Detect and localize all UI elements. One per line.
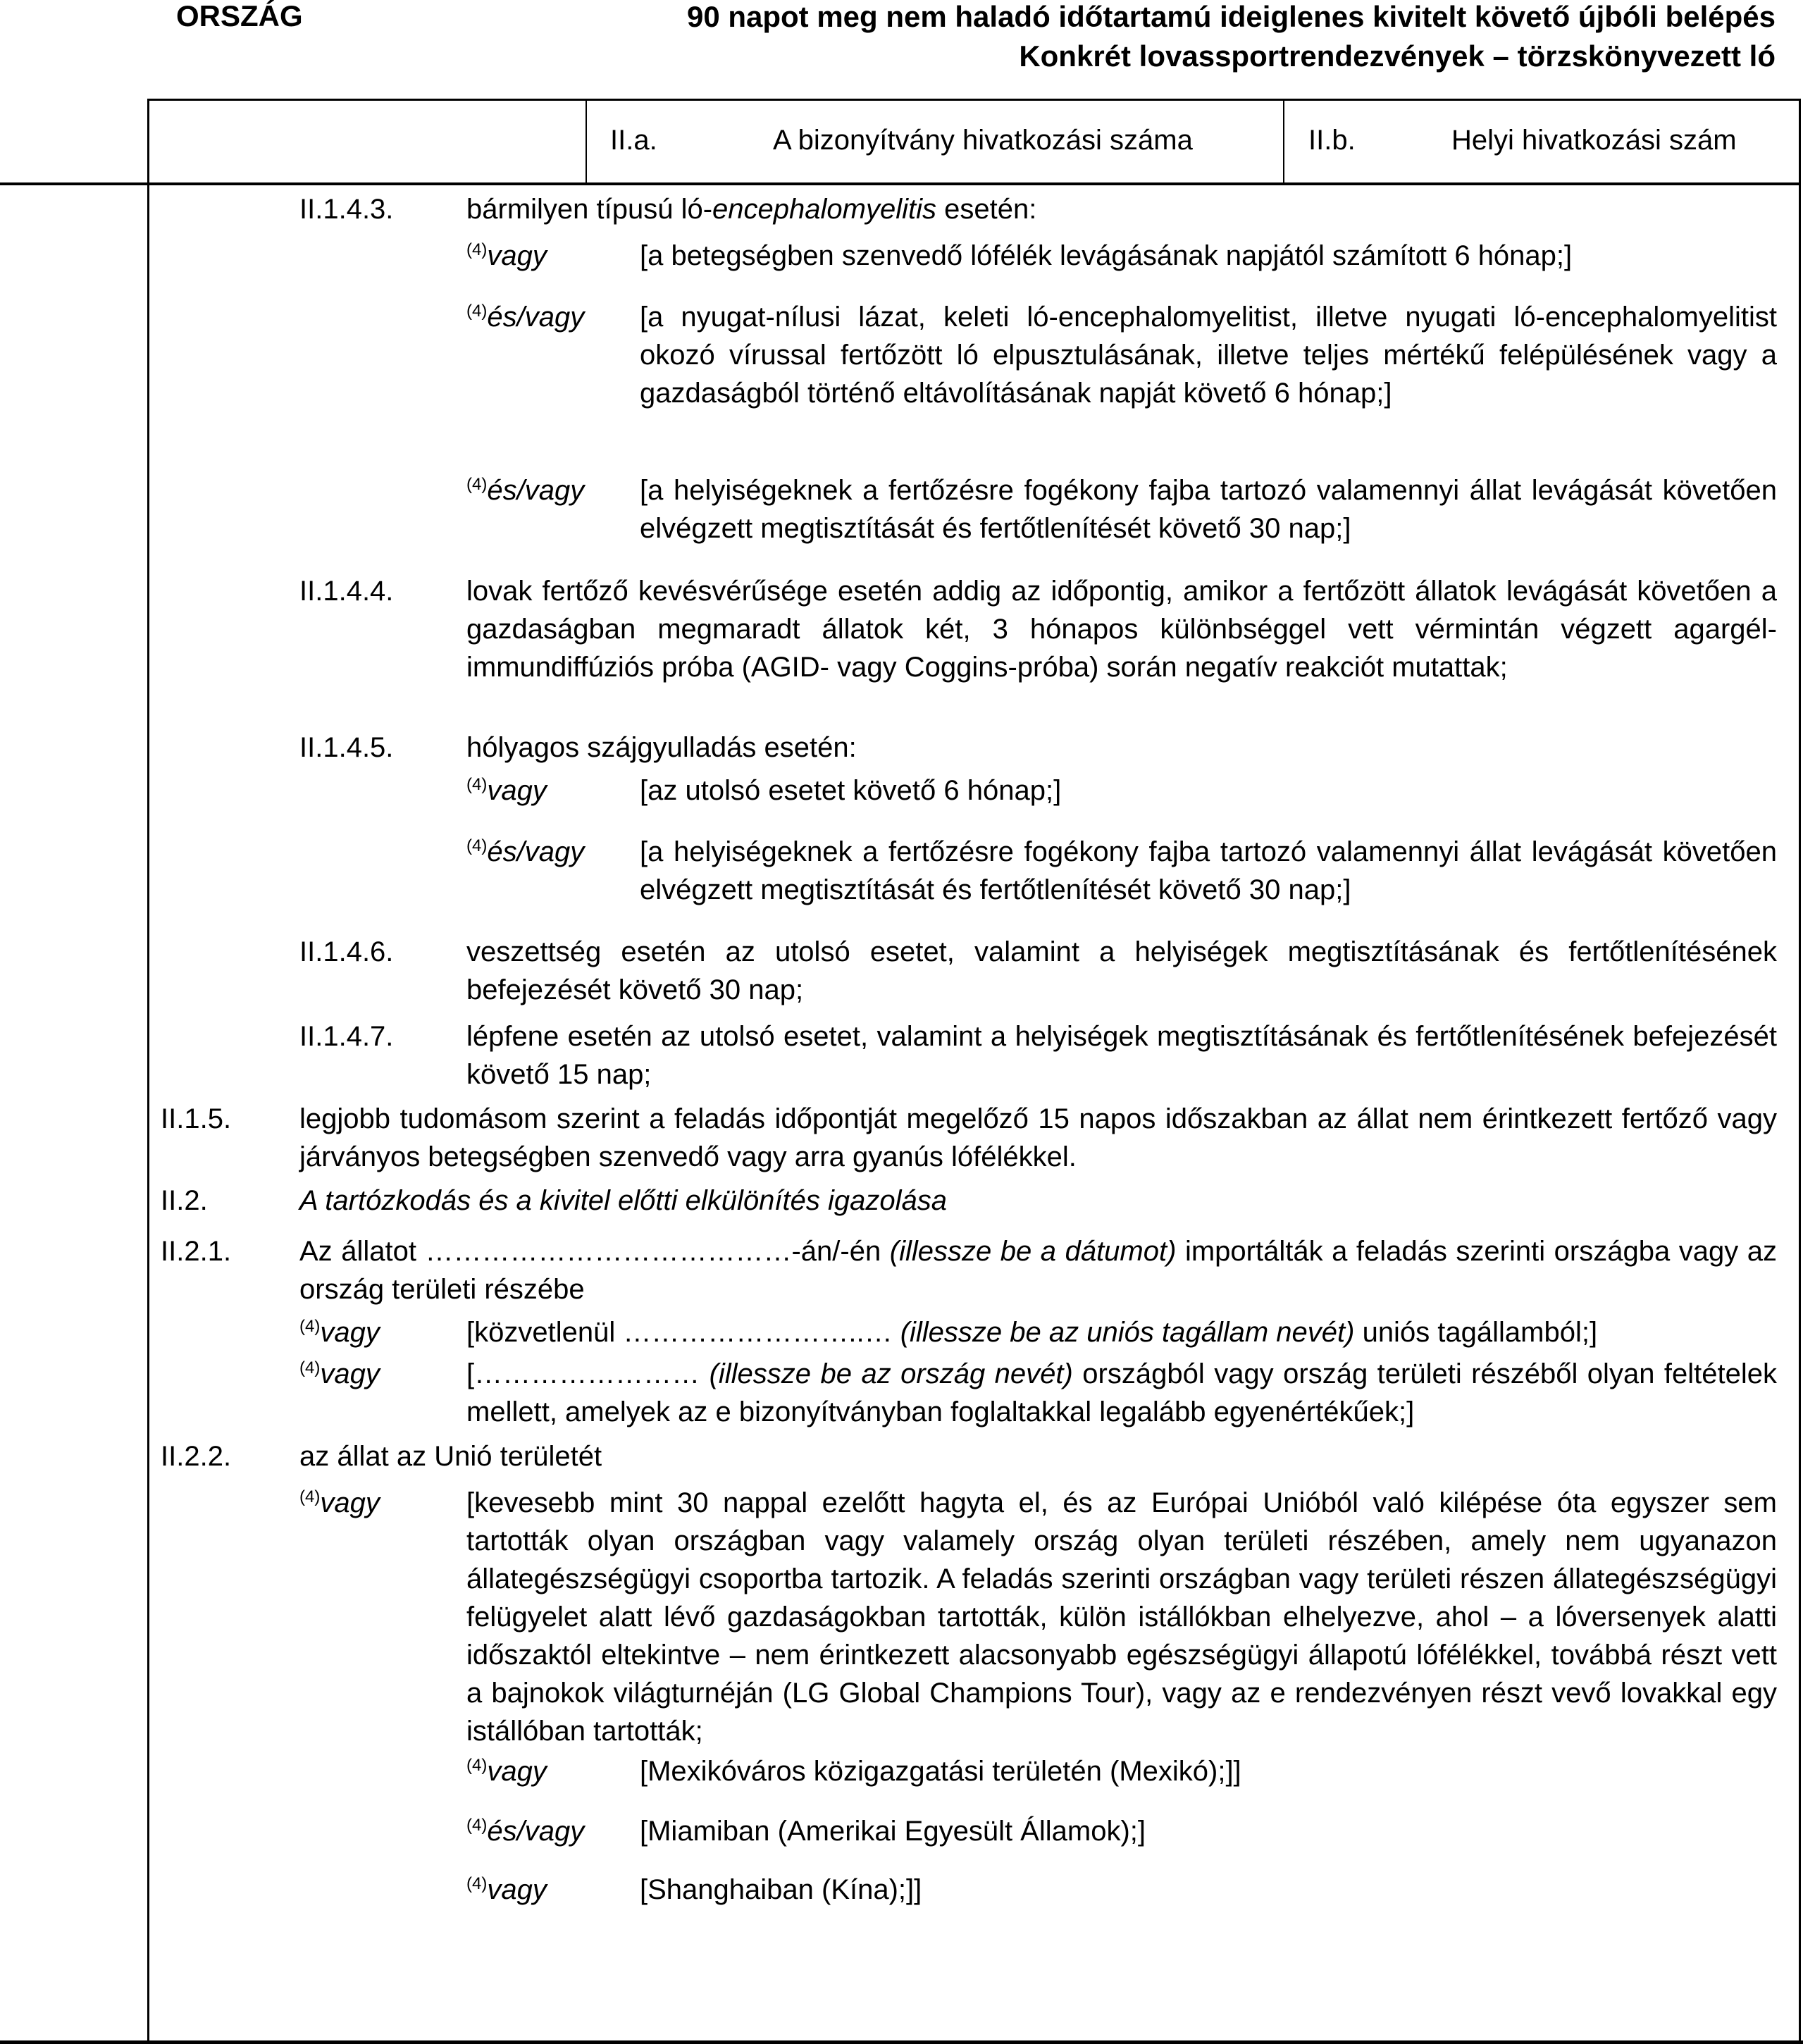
footnote-marker: (4) xyxy=(299,1358,321,1377)
text-run-italic: (illessze be az ország nevét) xyxy=(709,1358,1073,1389)
option-label xyxy=(466,1812,584,1850)
section-number: II.2. xyxy=(161,1185,208,1216)
section-text: lovak fertőző kevésvérűsége esetén addig az időpontig, amikor a fertőzött állatok levágását követően a gazdaságban megmaradt állatok két, 3 hónapos különbséggel vett vérmintán végzett agargél-immundiffúziós próba (AGID- vagy Coggins-próba) során negatív reakciót mutattak; xyxy=(466,576,1777,683)
footnote-marker: (4) xyxy=(466,836,488,855)
text-run: országból vagy ország területi részéből olyan feltételek mellett, amelyek az e bizonyítványban foglaltakkal legalább egyenértékűek;] xyxy=(466,1358,1777,1427)
section-text: hólyagos szájgyulladás esetén: xyxy=(466,732,857,763)
option-text: [Mexikóváros közigazgatási területén (Mexikó);]] xyxy=(640,1756,1241,1787)
footnote-marker: (4) xyxy=(466,475,488,494)
section-number: II.1.4.7. xyxy=(299,1021,394,1052)
section-text: lépfene esetén az utolsó esetet, valamint a helyiségek megtisztításának és fertőtlenítésének befejezését követő 15 nap; xyxy=(466,1021,1777,1090)
section-text: veszettség esetén az utolsó esetet, valamint a helyiségek megtisztításának és fertőtlenítésének befejezését követő 30 nap; xyxy=(466,936,1777,1005)
text-run-italic: (illessze be a dátumot) xyxy=(889,1236,1177,1267)
option-text: [Shanghaiban (Kína);]] xyxy=(640,1874,922,1905)
option-text: [a betegségben szenvedő lófélék levágásának napjától számított 6 hónap;] xyxy=(640,240,1573,271)
option-label xyxy=(466,772,547,810)
footnote-marker: (4) xyxy=(466,775,488,794)
option-label-text: és/vagy xyxy=(487,475,585,506)
header-divider-a xyxy=(585,99,587,184)
option-text: [kevesebb mint 30 nappal ezelőtt hagyta el, és az Európai Unióból való kilépése óta egyszer sem tartották olyan országban vagy valamely ország olyan területi részében, amely nem ugyanazon állategészségügyi csoportba tartozik. A feladás szerinti országban vagy területi részen állategészségügyi felügyelet alatt lévő gazdaságokban tartották, külön istállókban elhelyezve, ahol – a lóversenyek alatti időszaktól eltekintve – nem érintkezett alacsonyabb egészségügyi állapotú lófélékkel, továbbá részt vett a bajnokok világturnéján (LG Global Champions Tour), vagy az e rendezvényen részt vevő lovakkal egy istállóban tartották; xyxy=(466,1487,1777,1747)
option-text: [a helyiségeknek a fertőzésre fogékony fajba tartozó valamennyi állat levágását követően elvégzett megtisztítását és fertőtlenítését követő 30 nap;] xyxy=(640,836,1777,905)
option-label-text: és/vagy xyxy=(487,836,585,867)
option-text: [a helyiségeknek a fertőzésre fogékony fajba tartozó valamennyi állat levágását követően elvégzett megtisztítását és fertőtlenítését követő 30 nap;] xyxy=(640,475,1777,544)
footnote-marker: (4) xyxy=(466,240,488,259)
country-label: ORSZÁG xyxy=(176,0,303,32)
local-ref-label: Helyi hivatkozási szám xyxy=(1451,125,1737,156)
section-number: II.1.4.4. xyxy=(299,576,394,607)
section-text xyxy=(466,190,1777,228)
text-run-italic: encephalomyelitis xyxy=(712,194,936,225)
section-heading: A tartózkodás és a kivitel előtti elkülönítés igazolása xyxy=(299,1185,948,1216)
footnote-marker: (4) xyxy=(466,1874,488,1893)
option-label xyxy=(299,1484,380,1522)
option-label xyxy=(466,833,584,871)
option-label-text: vagy xyxy=(320,1487,380,1518)
option-label xyxy=(299,1313,380,1351)
footnote-marker: (4) xyxy=(466,302,488,321)
option-label-text: vagy xyxy=(487,1756,547,1787)
section-text xyxy=(299,1232,1777,1308)
option-label xyxy=(466,298,584,336)
option-text xyxy=(466,1313,1777,1351)
option-label-text: vagy xyxy=(487,775,547,806)
section-text: az állat az Unió területét xyxy=(299,1441,602,1472)
option-label-text: és/vagy xyxy=(487,302,585,333)
option-label-text: és/vagy xyxy=(487,1816,585,1847)
text-run: […………………… xyxy=(466,1358,710,1389)
local-ref-code: II.b. xyxy=(1308,125,1356,156)
certificate-title-line2: Konkrét lovassportrendezvények – törzskönyvezett ló xyxy=(1019,39,1776,73)
section-number: II.1.4.6. xyxy=(299,936,394,967)
text-run: esetén: xyxy=(936,194,1037,225)
option-label-text: vagy xyxy=(320,1317,380,1348)
table-left-border xyxy=(147,99,149,2043)
text-run: Az állatot …………………………………-án/-én xyxy=(299,1236,890,1267)
footnote-marker: (4) xyxy=(466,1816,488,1835)
table-top-border xyxy=(148,99,1801,101)
cert-ref-label: A bizonyítvány hivatkozási száma xyxy=(773,125,1193,156)
section-number: II.2.2. xyxy=(161,1441,232,1472)
option-label xyxy=(299,1355,380,1393)
header-divider-b xyxy=(1283,99,1284,184)
option-label xyxy=(466,237,547,275)
text-run-italic: (illessze be az uniós tagállam nevét) xyxy=(900,1317,1355,1348)
option-text: [a nyugat-nílusi lázat, keleti ló-encephalomyelitist, illetve nyugati ló-encephalomyelitist okozó vírussal fertőzött ló elpusztulásának, illetve teljes mértékű felépülésének vagy a gazdaságból történő eltávolításának napját követő 6 hónap;] xyxy=(640,302,1777,409)
option-text: [Miamiban (Amerikai Egyesült Államok);] xyxy=(640,1816,1146,1847)
certificate-title xyxy=(687,0,1776,76)
table-right-border xyxy=(1799,99,1801,2043)
footnote-marker: (4) xyxy=(299,1487,321,1506)
option-text: [az utolsó esetet követő 6 hónap;] xyxy=(640,775,1062,806)
option-label xyxy=(466,471,584,509)
footnote-marker: (4) xyxy=(299,1317,321,1336)
section-number: II.1.4.3. xyxy=(299,194,394,225)
footnote-marker: (4) xyxy=(466,1756,488,1775)
section-number: II.1.4.5. xyxy=(299,732,394,763)
text-run: bármilyen típusú ló- xyxy=(466,194,713,225)
option-label xyxy=(466,1752,547,1790)
section-number: II.2.1. xyxy=(161,1236,232,1267)
text-run: uniós tagállamból;] xyxy=(1354,1317,1598,1348)
certificate-title-line1: 90 napot meg nem haladó időtartamú ideiglenes kivitelt követő újbóli belépés xyxy=(686,0,1776,33)
option-label-text: vagy xyxy=(487,240,547,271)
option-label xyxy=(466,1871,547,1909)
section-text: legjobb tudomásom szerint a feladás időpontját megelőző 15 napos időszakban az állat nem érintkezett fertőző vagy járványos betegségben szenvedő vagy arra gyanús lófélékkel. xyxy=(299,1103,1777,1172)
table-bottom-border xyxy=(0,2040,1803,2044)
section-number: II.1.5. xyxy=(161,1103,232,1134)
option-text xyxy=(466,1355,1777,1431)
option-label-text: vagy xyxy=(320,1358,380,1389)
text-run: [közvetlenül ……………………..… xyxy=(466,1317,900,1348)
option-label-text: vagy xyxy=(487,1874,547,1905)
table-header-bottom-border xyxy=(0,182,1801,185)
text-run: importálták a feladás szerinti országba vagy az ország területi részébe xyxy=(299,1236,1778,1305)
cert-ref-code: II.a. xyxy=(610,125,657,156)
